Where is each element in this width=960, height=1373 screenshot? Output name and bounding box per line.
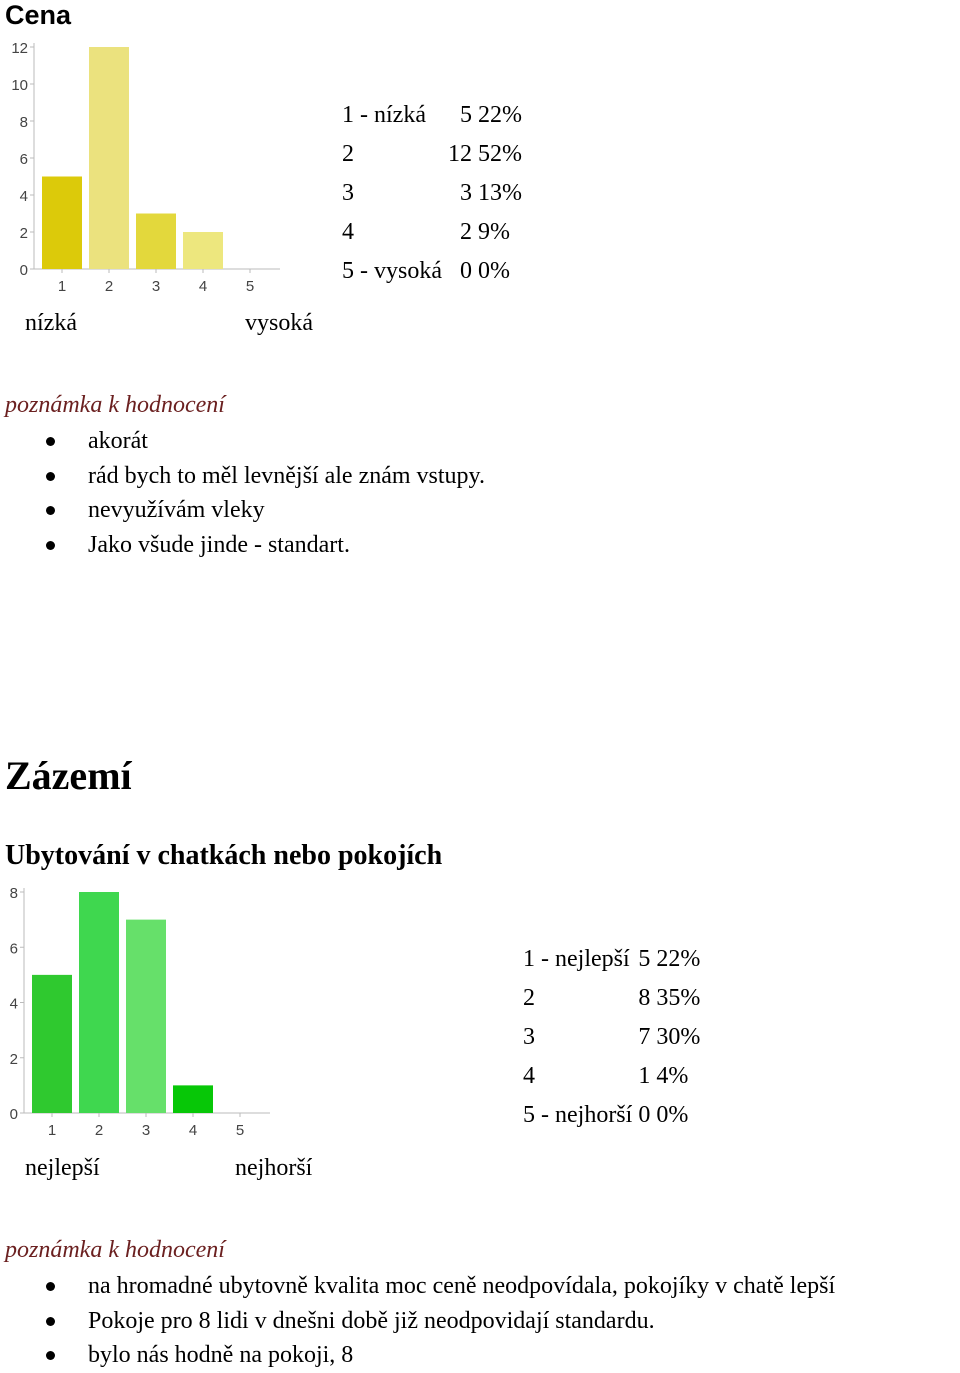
y-tick-label: 12 — [11, 40, 28, 57]
x-tick-label: 5 — [235, 1122, 245, 1139]
stats-percent: 22% — [477, 102, 522, 128]
cena-x-label-high: vysoká — [245, 310, 313, 336]
zazemi-note-label: poznámka k hodnocení — [5, 1237, 225, 1263]
note-item: na hromadné ubytovně kvalita moc ceně neodpovídala, pokojíky v chatě lepší — [0, 1269, 835, 1304]
cena-note-label: poznámka k hodnocení — [5, 392, 225, 418]
y-tick-label: 4 — [19, 188, 28, 205]
zazemi-bar-chart — [0, 878, 290, 1143]
stats-row — [523, 940, 706, 979]
stats-row — [342, 96, 528, 135]
stats-count: 0 — [459, 258, 472, 284]
stats-count: 0 — [638, 1102, 651, 1128]
stats-label: 3 — [342, 180, 354, 206]
y-tick-label: 4 — [9, 995, 18, 1013]
bar-3 — [126, 920, 166, 1113]
bar-2 — [89, 47, 129, 269]
y-tick-label: 8 — [19, 114, 28, 131]
y-tick-label: 0 — [9, 1106, 18, 1123]
x-tick-label: 2 — [94, 1122, 104, 1139]
stats-label: 2 — [342, 141, 354, 167]
zazemi-x-label-best: nejlepší — [25, 1155, 100, 1181]
x-tick-label: 3 — [151, 278, 161, 295]
bar-1 — [32, 975, 72, 1113]
y-tick-label: 0 — [19, 262, 28, 279]
stats-count: 12 — [447, 141, 472, 167]
zazemi-notes-list — [0, 1269, 835, 1373]
stats-row — [523, 1096, 706, 1135]
cena-x-label-low: nízká — [25, 310, 77, 336]
stats-label: 1 - nízká — [342, 102, 426, 128]
stats-row — [523, 1018, 706, 1057]
zazemi-stats-table — [523, 940, 706, 1135]
x-tick-label: 4 — [198, 278, 208, 295]
x-tick-label: 4 — [188, 1122, 198, 1139]
note-item: Pokoje pro 8 lidi v dnešni době již neodpovidají standardu. — [0, 1304, 835, 1339]
stats-percent: 13% — [477, 180, 522, 206]
bar-3 — [136, 214, 176, 270]
stats-count: 3 — [459, 180, 472, 206]
section-title-zazemi: Zázemí — [5, 753, 132, 798]
stats-percent: 9% — [477, 219, 510, 245]
stats-row — [342, 213, 528, 252]
zazemi-x-label-worst: nejhorší — [235, 1155, 313, 1181]
cena-notes-list — [0, 424, 485, 562]
y-tick-label: 2 — [9, 1050, 18, 1068]
note-item: bylo nás hodně na pokoji, 8 — [0, 1338, 835, 1373]
section-subtitle: Ubytování v chatkách nebo pokojích — [5, 840, 443, 871]
stats-percent: 35% — [656, 985, 701, 1011]
bar-2 — [79, 892, 119, 1113]
y-tick-label: 2 — [19, 225, 28, 242]
note-item: nevyužívám vleky — [0, 493, 485, 528]
stats-percent: 0% — [477, 258, 510, 284]
stats-percent: 4% — [656, 1063, 689, 1089]
y-tick-label: 8 — [9, 885, 18, 902]
x-tick-label: 3 — [141, 1122, 151, 1139]
stats-label: 2 — [523, 985, 535, 1011]
bar-1 — [42, 177, 82, 270]
stats-count: 8 — [638, 985, 651, 1011]
cena-stats-table — [342, 96, 528, 291]
stats-row — [342, 252, 528, 291]
bar-4 — [183, 232, 223, 269]
section-title-cena: Cena — [5, 0, 72, 30]
x-tick-label: 1 — [57, 278, 67, 295]
y-tick-label: 6 — [19, 151, 28, 168]
stats-count: 1 — [638, 1063, 651, 1089]
x-tick-label: 1 — [47, 1122, 57, 1139]
note-item: akorát — [0, 424, 485, 459]
note-item: rád bych to měl levnější ale znám vstupy. — [0, 459, 485, 494]
stats-count: 5 — [638, 946, 651, 972]
stats-count: 2 — [459, 219, 472, 245]
stats-row — [342, 174, 528, 213]
stats-percent: 52% — [477, 141, 522, 167]
stats-percent: 30% — [656, 1024, 701, 1050]
stats-row — [523, 979, 706, 1018]
stats-label: 4 — [523, 1063, 535, 1089]
stats-row — [523, 1057, 706, 1096]
note-item: Jako všude jinde - standart. — [0, 528, 485, 563]
stats-label: 5 - nejhorší — [523, 1102, 633, 1128]
x-tick-label: 2 — [104, 278, 114, 295]
stats-label: 3 — [523, 1024, 535, 1050]
stats-label: 1 - nejlepší — [523, 946, 630, 972]
stats-count: 5 — [459, 102, 472, 128]
x-tick-label: 5 — [245, 278, 255, 295]
stats-label: 5 - vysoká — [342, 258, 442, 284]
stats-percent: 22% — [656, 946, 701, 972]
stats-row — [342, 135, 528, 174]
stats-count: 7 — [638, 1024, 651, 1050]
cena-bar-chart — [0, 35, 290, 300]
y-tick-label: 6 — [9, 940, 18, 958]
stats-percent: 0% — [656, 1102, 689, 1128]
y-tick-label: 10 — [11, 77, 28, 94]
bar-4 — [173, 1085, 213, 1113]
stats-label: 4 — [342, 219, 354, 245]
